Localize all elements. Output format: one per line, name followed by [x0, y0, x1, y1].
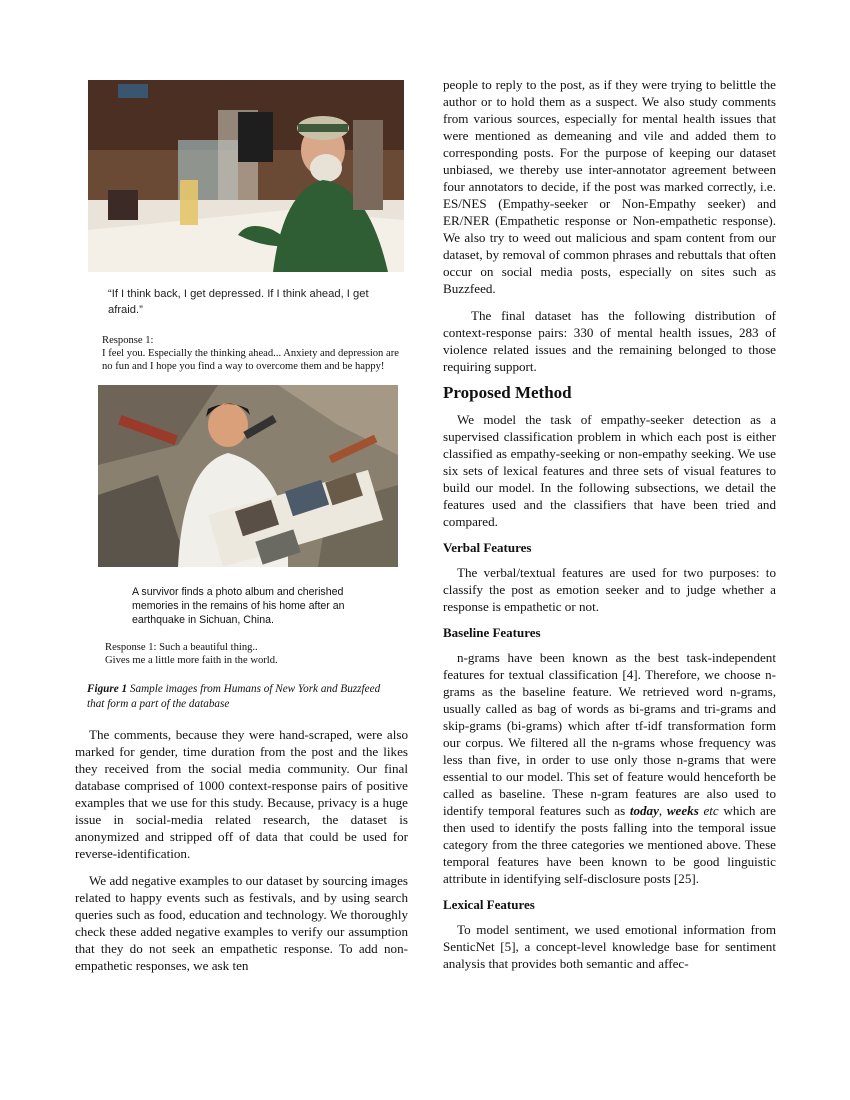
right-column: [443, 76, 776, 972]
photo-survivor-illustration: [98, 385, 398, 567]
figure-quote-1: “If I think back, I get depressed. If I think ahead, I get afraid.”: [108, 288, 369, 316]
figure-1-caption-text: Sample images from Humans of New York and Buzzfeed that form a part of the database: [87, 683, 381, 710]
figure-1-label: Figure 1: [87, 683, 128, 695]
para5-comma: ,: [658, 803, 667, 818]
subsection-verbal-features: Verbal Features: [443, 540, 532, 555]
figure-1-caption: [87, 682, 387, 712]
right-paragraph-3: We model the task of empathy-seeker detection as a supervised classification problem in which each post is either classified as empathy-seeking or non-empathy seeking. We use six sets of lexical features and three sets of visual features to build our model. In the following subsections, we detail the features used and the classifiers that have been tried and compared.: [443, 412, 776, 529]
left-column: [75, 80, 408, 974]
response-2-line-2: Gives me a little more faith in the world.: [105, 655, 278, 666]
response-2-line-1: Response 1: Such a beautiful thing..: [105, 642, 258, 653]
figure-response-2: [105, 641, 365, 667]
photo-bar-man-illustration: [88, 80, 404, 272]
para5-em-weeks: weeks: [666, 803, 699, 818]
left-paragraph-2: We add negative examples to our dataset by sourcing images related to happy events such as festivals, and by using search queries such as food, education and technology. We thoroughly check these added negative examples to verify our assumption that they do not seek an empathetic response. To add non-empathetic responses, we ask ten: [75, 873, 408, 973]
right-paragraph-2: The final dataset has the following distribution of context-response pairs: 330 of mental health issues, 283 of violence related issues and the remaining belonged to those requiring support.: [443, 308, 776, 374]
para5-etc: etc: [698, 803, 719, 818]
left-paragraph-1: The comments, because they were hand-scraped, were also marked for gender, time duration from the post and the likes they received from the social media community. Our final database comprised of 1000 context-response pairs of positive examples that we use for this study. Because, privacy is a huge issue in social-media related research, the dataset is anonymized and stripped off of data that could be used for reverse-identification.: [75, 727, 408, 861]
figure-caption-survivor: A survivor finds a photo album and cherished memories in the remains of his home after an earthquake in Sichuan, China.: [132, 586, 345, 626]
figure-response-1: [102, 334, 399, 373]
figure-photo-survivor: [98, 385, 398, 567]
right-paragraph-4: The verbal/textual features are used for two purposes: to classify the post as emotion seeker and to judge whether a response is empathetic or not.: [443, 565, 776, 614]
figure-photo-bar-man: [88, 80, 404, 272]
response-1-label: Response 1:: [102, 335, 154, 346]
subsection-lexical-features: Lexical Features: [443, 897, 535, 912]
section-title-proposed-method: Proposed Method: [443, 383, 572, 402]
right-paragraph-1: people to reply to the post, as if they were trying to belittle the author or to hold them as a suspect. We also study comments from various sources, especially for mental health issues that were mentioned as demeaning and vile and added them to corresponding posts. For the purpose of keeping our dataset unbiased, we thereby use inter-annotator agreement between four annotators to decide, if the post was marked correctly, i.e. ES/NES (Empathy-seeker or Non-Empathy seeker) and ER/NER (Empathetic response or Non-empathetic response). We also try to weed out malicious and spam content from our dataset, by removal of common phrases and rebuttals that often occur on social media posts, especially on sites such as Buzzfeed.: [443, 77, 776, 296]
right-paragraph-5: [443, 649, 776, 887]
para5-em-today: today: [629, 803, 659, 818]
para5-part-b: which are then used to identify the posts falling into the temporal issue category from the three categories we mentioned above. These temporal features have been known to be good linguistic attribute in identifying self-disclosure posts [25].: [443, 803, 776, 886]
right-paragraph-6: To model sentiment, we used emotional information from SenticNet [5], a concept-level knowledge base for sentiment analysis that provides both semantic and affec-: [443, 922, 776, 971]
subsection-baseline-features: Baseline Features: [443, 625, 541, 640]
para5-part-a: n-grams have been known as the best task-independent features for textual classification [4]. Therefore, we choose n-grams as the baseline feature. We retrieved word n-grams, usually called as bag of words as bi-grams and tri-grams and skip-grams (bi-grams) which after tf-idf transformation form our corpus. We filtered all the n-grams whose frequency was less than five, in order to use only those n-grams that were essential to our model. This set of feature would henceforth be called as baseline. These n-gram features are also used to identify temporal features such as: [443, 650, 776, 818]
response-1-text: I feel you. Especially the thinking ahead... Anxiety and depression are no fun and I hope you find a way to overcome them and be happy!: [102, 348, 399, 372]
